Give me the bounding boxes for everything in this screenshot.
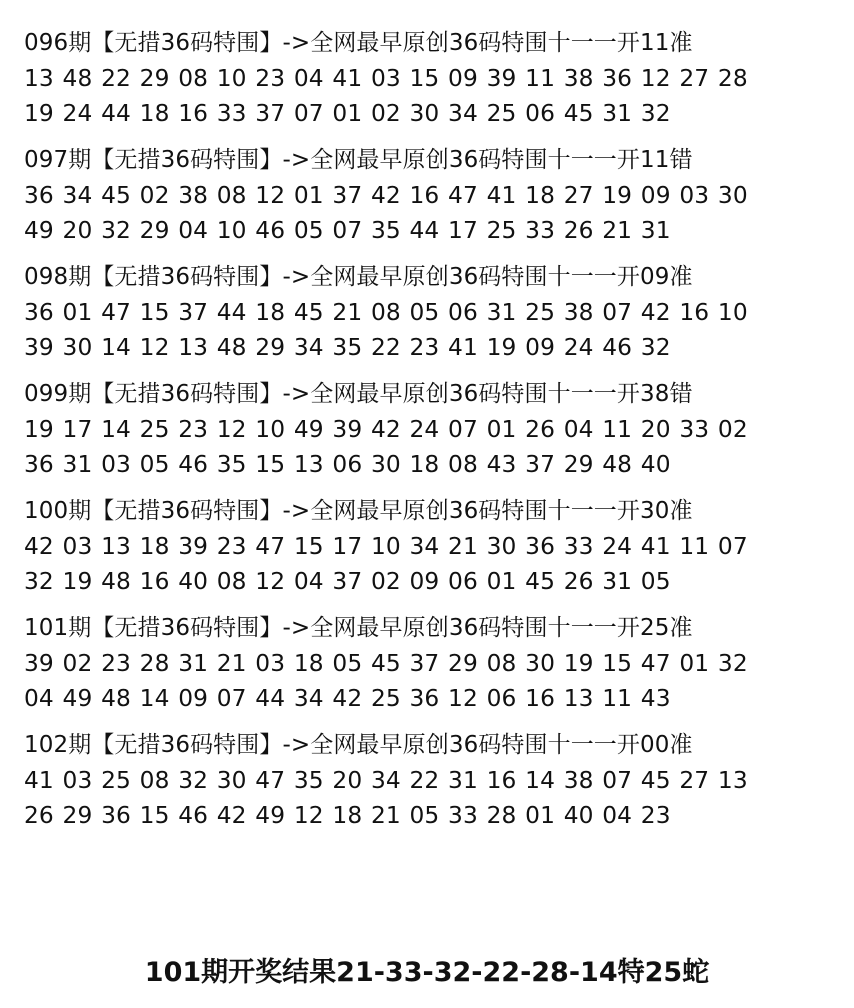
entry-header: 099期【无措36码特围】->全网最早原创36码特围十一一开38错 (24, 381, 693, 407)
entry-numbers-line-2: 26 29 36 15 46 42 49 12 18 21 05 33 28 01 40 04 23 (24, 802, 671, 829)
entry-102 (24, 728, 830, 833)
entry-100 (24, 494, 830, 599)
entry-numbers-line-2: 36 31 03 05 46 35 15 13 06 30 18 08 43 37 29 48 40 (24, 451, 671, 478)
prediction-list (24, 26, 830, 845)
entry-097 (24, 143, 830, 248)
entry-098 (24, 260, 830, 365)
entry-numbers-line-1: 36 01 47 15 37 44 18 45 21 08 05 06 31 25 38 07 42 16 10 (24, 299, 748, 326)
draw-result-footer: 101期开奖结果21-33-32-22-28-14特25蛇 (144, 957, 710, 988)
entry-099 (24, 377, 830, 482)
entry-numbers-line-1: 13 48 22 29 08 10 23 04 41 03 15 09 39 11 38 36 12 27 28 (24, 65, 748, 92)
entry-numbers-line-2: 04 49 48 14 09 07 44 34 42 25 36 12 06 16 13 11 43 (24, 685, 671, 712)
entry-numbers-line-2: 32 19 48 16 40 08 12 04 37 02 09 06 01 45 26 31 05 (24, 568, 671, 595)
entry-numbers-line-2: 39 30 14 12 13 48 29 34 35 22 23 41 19 09 24 46 32 (24, 334, 671, 361)
entry-numbers-line-1: 41 03 25 08 32 30 47 35 20 34 22 31 16 14 38 07 45 27 13 (24, 767, 748, 794)
entry-numbers-line-2: 19 24 44 18 16 33 37 07 01 02 30 34 25 06 45 31 32 (24, 100, 671, 127)
entry-header: 097期【无措36码特围】->全网最早原创36码特围十一一开11错 (24, 147, 693, 173)
entry-numbers-line-2: 49 20 32 29 04 10 46 05 07 35 44 17 25 33 26 21 31 (24, 217, 671, 244)
entry-header: 102期【无措36码特围】->全网最早原创36码特围十一一开00准 (24, 732, 693, 758)
entry-header: 098期【无措36码特围】->全网最早原创36码特围十一一开09准 (24, 264, 693, 290)
entry-numbers-line-1: 36 34 45 02 38 08 12 01 37 42 16 47 41 18 27 19 09 03 30 (24, 182, 748, 209)
entry-header: 100期【无措36码特围】->全网最早原创36码特围十一一开30准 (24, 498, 693, 524)
entry-numbers-line-1: 42 03 13 18 39 23 47 15 17 10 34 21 30 36 33 24 41 11 07 (24, 533, 748, 560)
entry-numbers-line-1: 39 02 23 28 31 21 03 18 05 45 37 29 08 30 19 15 47 01 32 (24, 650, 748, 677)
entry-numbers-line-1: 19 17 14 25 23 12 10 49 39 42 24 07 01 26 04 11 20 33 02 (24, 416, 748, 443)
entry-header: 101期【无措36码特围】->全网最早原创36码特围十一一开25准 (24, 615, 693, 641)
entry-096 (24, 26, 830, 131)
entry-header: 096期【无措36码特围】->全网最早原创36码特围十一一开11准 (24, 30, 693, 56)
entry-101 (24, 611, 830, 716)
